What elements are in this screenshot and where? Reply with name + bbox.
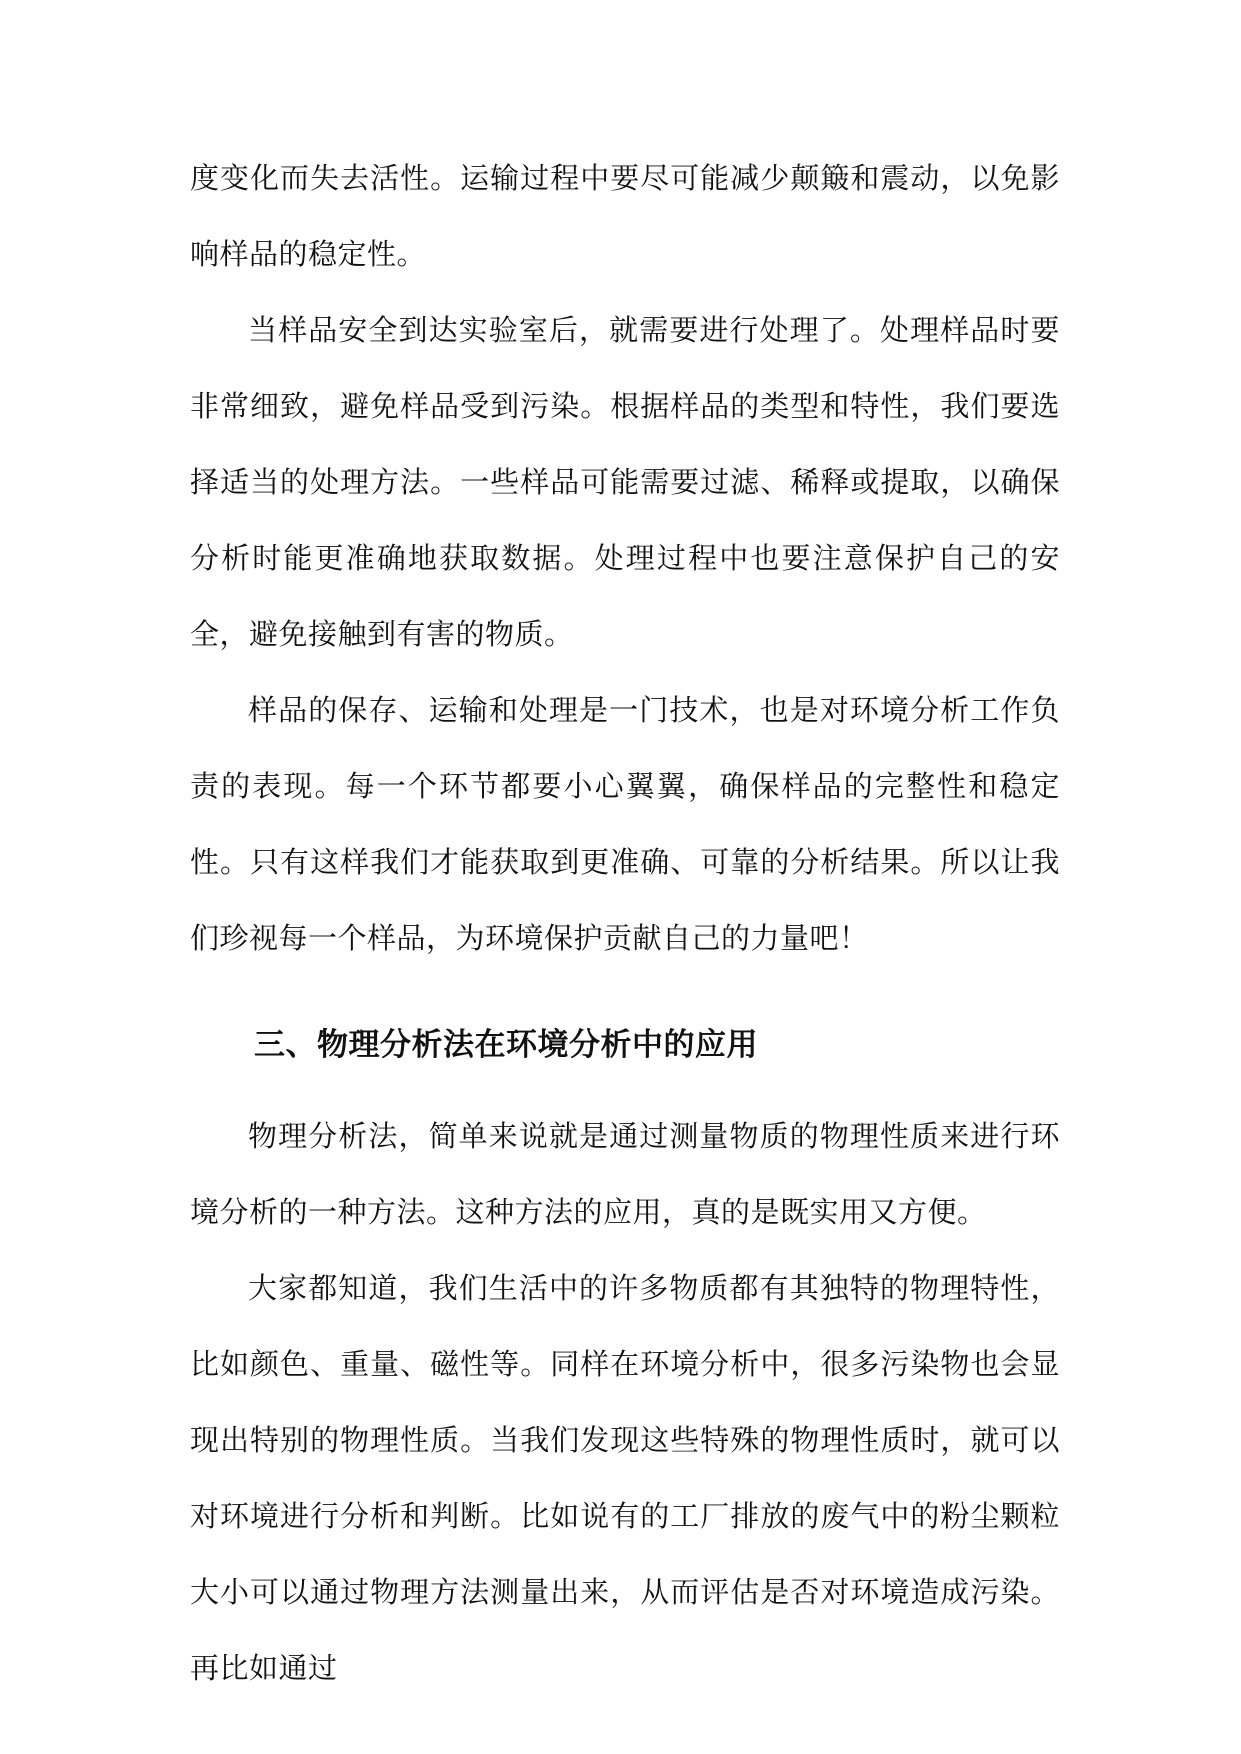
paragraph-physical-properties: 大家都知道，我们生活中的许多物质都有其独特的物理特性，比如颜色、重量、磁性等。同样在环境分析中，很多污染物也会显现出特别的物理性质。当我们发现这些特殊的物理性质时，就可以对环境进行分析和判断。比如说有的工厂排放的废气中的粉尘颗粒大小可以通过物理方法测量出来，从而评估是否对环境造成污染。再比如通过 — [190, 1271, 1060, 1685]
paragraph-sample-summary: 样品的保存、运输和处理是一门技术，也是对环境分析工作负责的表现。每一个环节都要小心翼翼，确保样品的完整性和稳定性。只有这样我们才能获取到更准确、可靠的分析结果。所以让我们珍视每一个样品，为环境保护贡献自己的力量吧！ — [190, 693, 1060, 955]
paragraph-physical-analysis-intro: 物理分析法，简单来说就是通过测量物质的物理性质来进行环境分析的一种方法。这种方法的应用，真的是既实用又方便。 — [190, 1119, 1060, 1229]
paragraph-sample-processing: 当样品安全到达实验室后，就需要进行处理了。处理样品时要非常细致，避免样品受到污染。根据样品的类型和特性，我们要选择适当的处理方法。一些样品可能需要过滤、稀释或提取，以确保分析时能更准确地获取数据。处理过程中也要注意保护自己的安全，避免接触到有害的物质。 — [190, 313, 1060, 651]
page-content — [190, 140, 1060, 1706]
paragraph-continuation: 度变化而失去活性。运输过程中要尽可能减少颠簸和震动，以免影响样品的稳定性。 — [190, 161, 1060, 271]
section-heading: 三、物理分析法在环境分析中的应用 — [254, 1027, 758, 1063]
